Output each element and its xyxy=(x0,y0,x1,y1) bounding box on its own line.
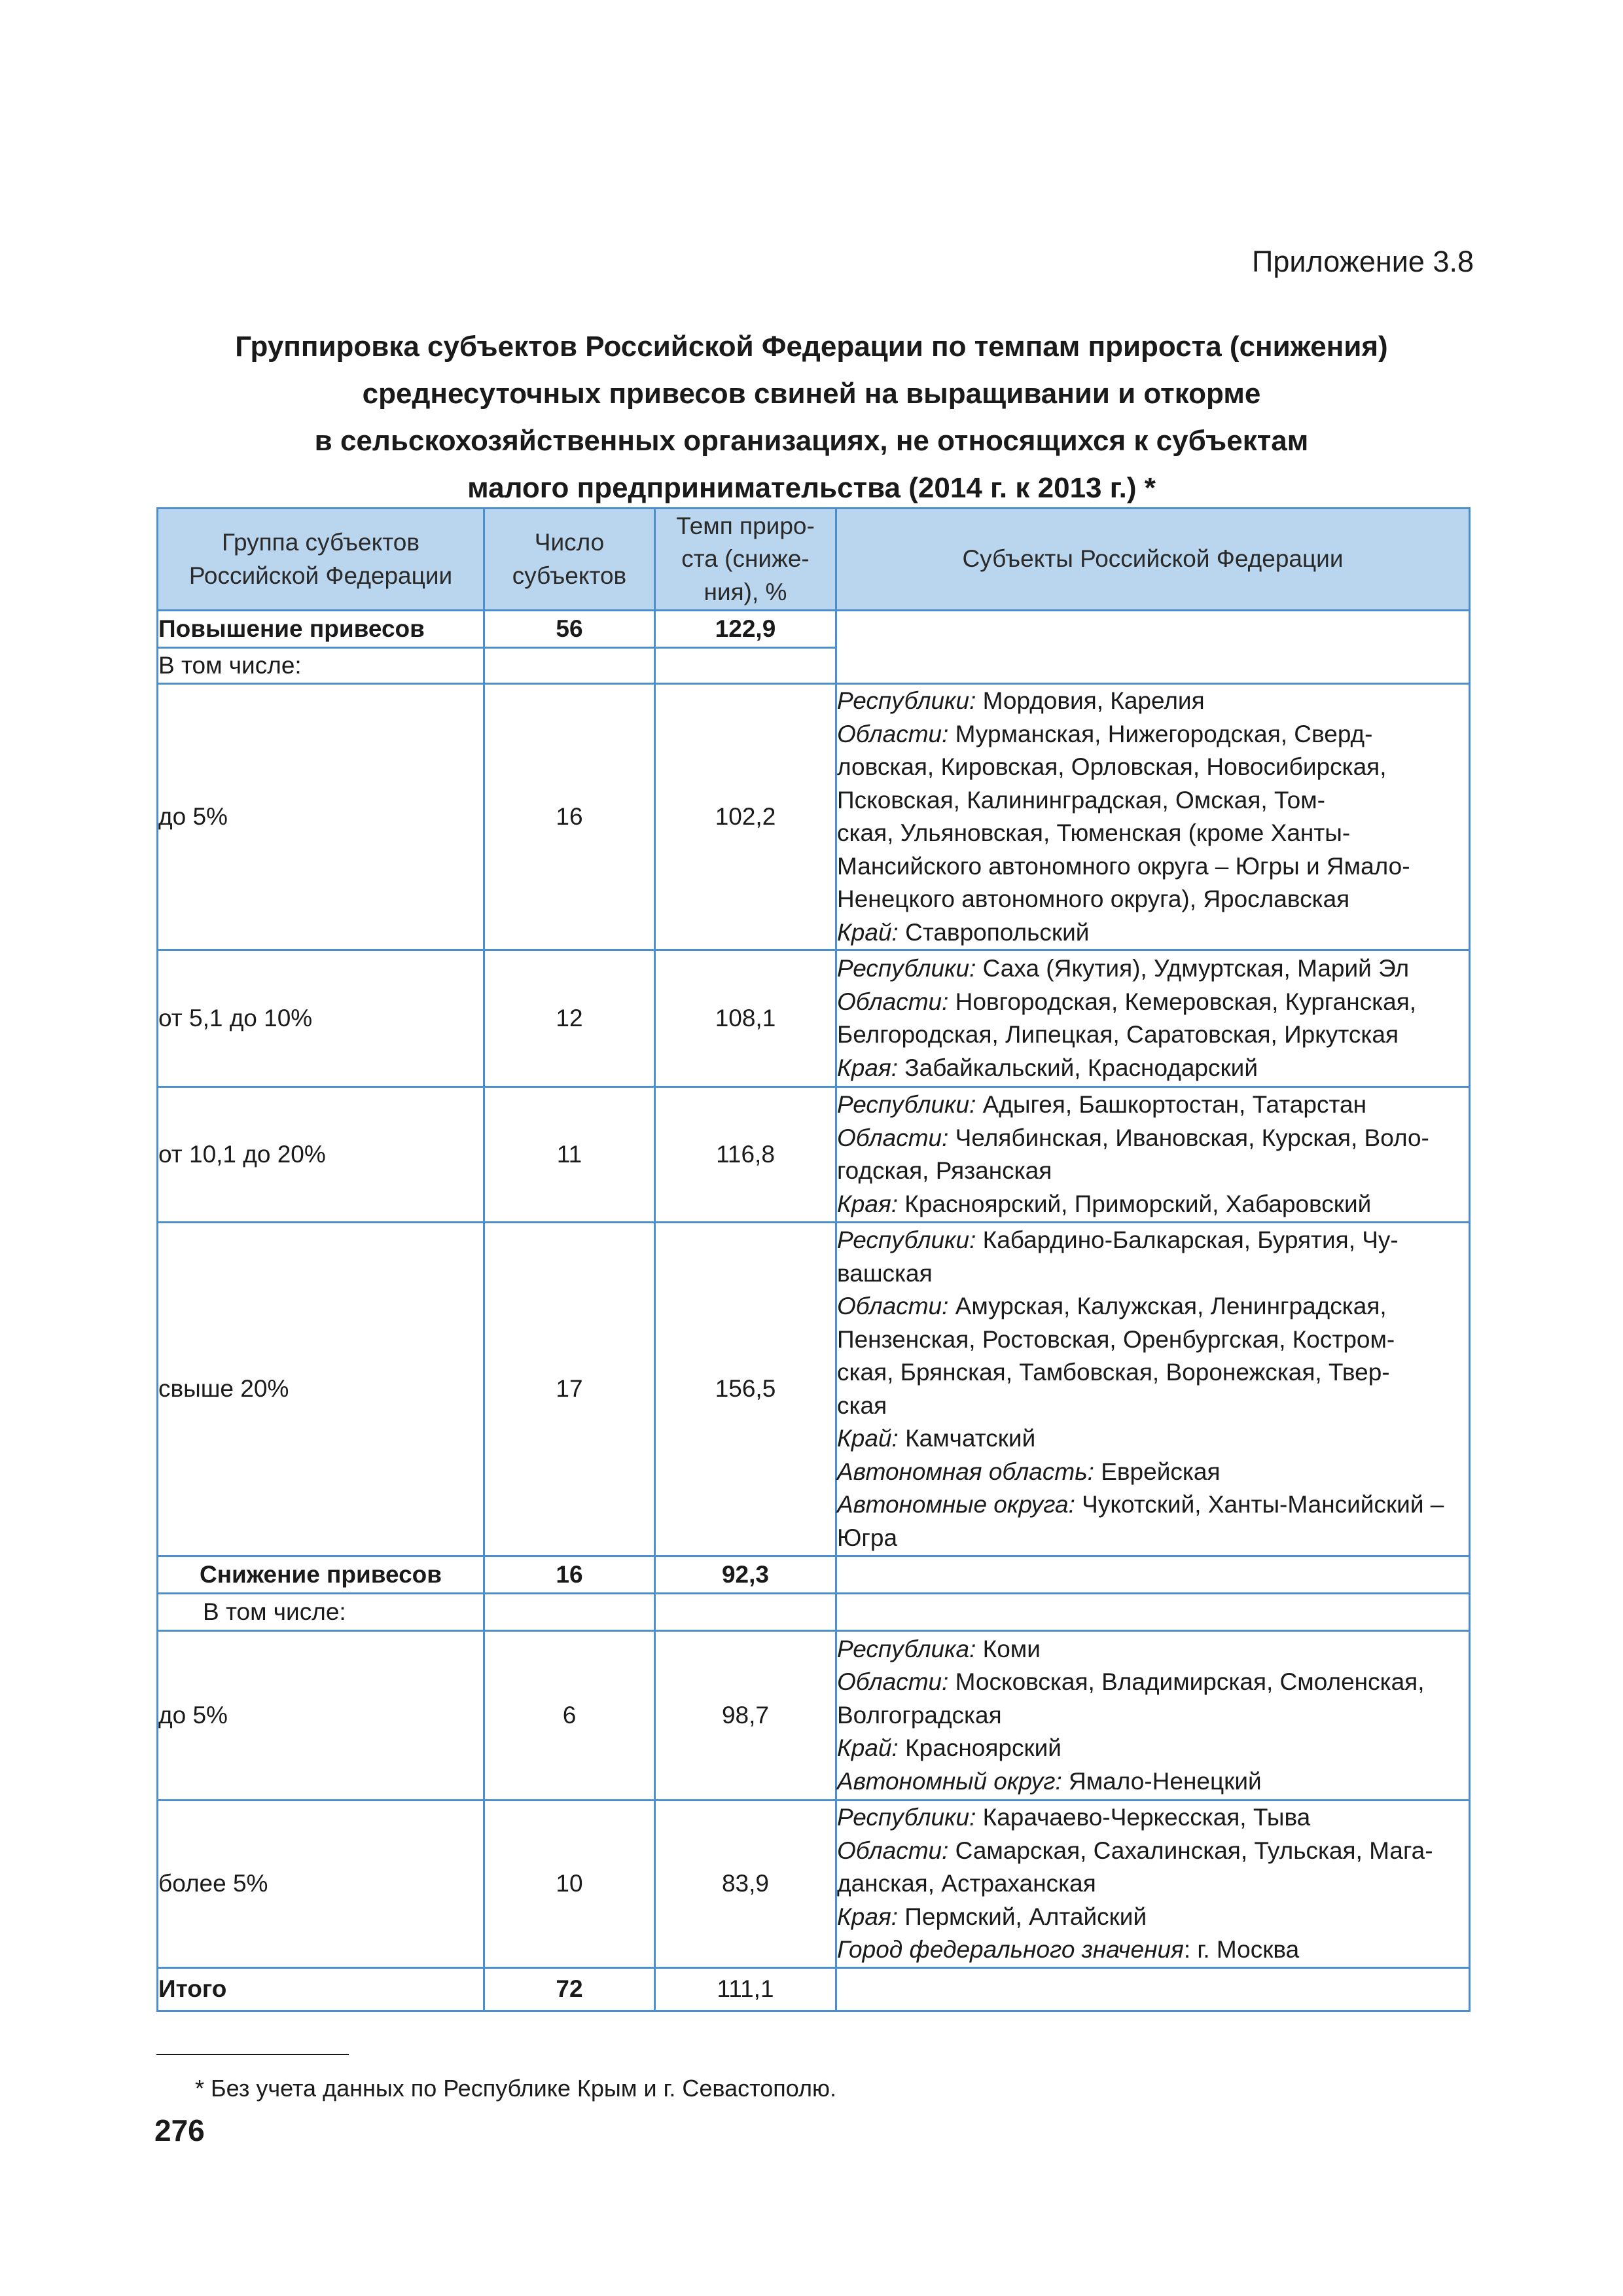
rate-value: 83,9 xyxy=(655,1801,836,1968)
subjects-line: Области: Мурманская, Нижегородская, Сверд- xyxy=(837,720,1373,747)
subjects-line: ская, Ульяновская, Тюменская (кроме Ханты- xyxy=(837,819,1351,846)
subjects-line: Автономный округ: Ямало-Ненецкий xyxy=(837,1767,1262,1795)
decrease-count: 16 xyxy=(484,1556,655,1594)
empty-cell xyxy=(836,611,1470,684)
subjects-list xyxy=(836,1223,1470,1556)
subjects-line: Области: Новгородская, Кемеровская, Курганская, xyxy=(837,988,1417,1015)
table-title xyxy=(154,323,1469,512)
group-name: свыше 20% xyxy=(158,1223,484,1556)
empty-cell xyxy=(836,1594,1470,1631)
including-label: В том числе: xyxy=(158,1594,484,1631)
subjects-line: Псковская, Калининградская, Омская, Том- xyxy=(837,786,1325,814)
summary-row-increase xyxy=(158,611,1470,648)
rate-value: 98,7 xyxy=(655,1631,836,1801)
subjects-line: данская, Астраханская xyxy=(837,1870,1096,1897)
subjects-line: ловская, Кировская, Орловская, Новосибирская, xyxy=(837,753,1387,780)
header-row xyxy=(158,509,1470,611)
group-name: до 5% xyxy=(158,1631,484,1801)
empty-cell xyxy=(836,1556,1470,1594)
subjects-line: Город федерального значения: г. Москва xyxy=(837,1936,1300,1964)
group-name: до 5% xyxy=(158,684,484,950)
header-rate: Темп приро- ста (сниже- ния), % xyxy=(655,509,836,611)
subjects-line: Автономная область: Еврейская xyxy=(837,1458,1221,1485)
table-row xyxy=(158,1087,1470,1223)
including-label: В том числе: xyxy=(158,648,484,684)
table-row xyxy=(158,684,1470,950)
subjects-list xyxy=(836,1801,1470,1968)
subjects-line: Области: Московская, Владимирская, Смоленская, xyxy=(837,1668,1425,1696)
subjects-line: Республики: Саха (Якутия), Удмуртская, Марий Эл xyxy=(837,955,1410,982)
subjects-line: Республика: Коми xyxy=(837,1635,1041,1662)
group-name: более 5% xyxy=(158,1801,484,1968)
empty-cell xyxy=(484,1594,655,1631)
rate-value: 108,1 xyxy=(655,950,836,1087)
subjects-line: Республики: Мордовия, Карелия xyxy=(837,687,1205,714)
header-subjects: Субъекты Российской Федерации xyxy=(836,509,1470,611)
subjects-list xyxy=(836,684,1470,950)
subject-count: 16 xyxy=(484,684,655,950)
title-line: среднесуточных привесов свиней на выращивании и откорме xyxy=(362,378,1261,410)
total-rate: 111,1 xyxy=(655,1968,836,2011)
subjects-line: Мансийского автономного округа – Югры и Ямало- xyxy=(837,852,1410,880)
subject-count: 6 xyxy=(484,1631,655,1801)
subjects-line: Пензенская, Ростовская, Оренбургская, Костром- xyxy=(837,1325,1395,1353)
subjects-line: Автономные округа: Чукотский, Ханты-Мансийский – xyxy=(837,1491,1444,1518)
total-row xyxy=(158,1968,1470,2011)
subjects-list xyxy=(836,1087,1470,1223)
subjects-line: Край: Красноярский xyxy=(837,1734,1061,1762)
header-count: Число субъектов xyxy=(484,509,655,611)
group-name: от 5,1 до 10% xyxy=(158,950,484,1087)
increase-label: Повышение привесов xyxy=(158,611,484,648)
title-line: Группировка субъектов Российской Федерации по темпам прироста (снижения) xyxy=(235,331,1388,363)
empty-cell xyxy=(655,648,836,684)
table-row xyxy=(158,950,1470,1087)
subjects-line: ская xyxy=(837,1391,887,1419)
total-count: 72 xyxy=(484,1968,655,2011)
subjects-line: Области: Челябинская, Ивановская, Курская, Воло- xyxy=(837,1124,1429,1151)
table-row xyxy=(158,1801,1470,1968)
subject-count: 11 xyxy=(484,1087,655,1223)
subjects-line: Республики: Карачаево-Черкесская, Тыва xyxy=(837,1804,1311,1831)
subjects-line: Ненецкого автономного округа), Ярославская xyxy=(837,886,1350,912)
footnote: * Без учета данных по Республике Крым и г. Севастополю. xyxy=(195,2075,836,2102)
subjects-line: Край: Ставропольский xyxy=(837,918,1090,946)
subjects-list xyxy=(836,950,1470,1087)
subjects-line: ская, Брянская, Тамбовская, Воронежская, Твер- xyxy=(837,1359,1390,1386)
empty-cell xyxy=(655,1594,836,1631)
subject-count: 12 xyxy=(484,950,655,1087)
title-line: малого предпринимательства (2014 г. к 2013 г.) * xyxy=(467,472,1156,504)
subjects-line: Край: Камчатский xyxy=(837,1425,1036,1452)
table-row xyxy=(158,1223,1470,1556)
subjects-line: Белгородская, Липецкая, Саратовская, Иркутская xyxy=(837,1021,1399,1048)
subjects-line: Края: Забайкальский, Краснодарский xyxy=(837,1054,1258,1081)
subjects-line: Края: Пермский, Алтайский xyxy=(837,1903,1147,1930)
decrease-rate: 92,3 xyxy=(655,1556,836,1594)
appendix-label: Приложение 3.8 xyxy=(1252,245,1474,278)
subjects-line: годская, Рязанская xyxy=(837,1157,1052,1184)
subject-count: 17 xyxy=(484,1223,655,1556)
subjects-line: Области: Амурская, Калужская, Ленинградская, xyxy=(837,1293,1387,1319)
total-label: Итого xyxy=(158,1968,484,2011)
empty-cell xyxy=(484,648,655,684)
subjects-list xyxy=(836,1631,1470,1801)
increase-rate: 122,9 xyxy=(655,611,836,648)
subjects-line: Волгоградская xyxy=(837,1701,1002,1729)
grouping-table xyxy=(156,507,1471,2012)
empty-cell xyxy=(836,1968,1470,2011)
subjects-line: Югра xyxy=(837,1524,898,1551)
subjects-line: Республики: Кабардино-Балкарская, Бурятия, Чу- xyxy=(837,1227,1399,1253)
increase-count: 56 xyxy=(484,611,655,648)
group-name: от 10,1 до 20% xyxy=(158,1087,484,1223)
rate-value: 102,2 xyxy=(655,684,836,950)
incl-row xyxy=(158,1594,1470,1631)
table-row xyxy=(158,1631,1470,1801)
rate-value: 156,5 xyxy=(655,1223,836,1556)
subjects-line: Края: Красноярский, Приморский, Хабаровский xyxy=(837,1190,1372,1217)
subjects-line: Области: Самарская, Сахалинская, Тульская, Мага- xyxy=(837,1837,1433,1864)
subjects-line: Республики: Адыгея, Башкортостан, Татарстан xyxy=(837,1091,1366,1118)
footnote-divider xyxy=(156,2054,349,2055)
subjects-line: вашская xyxy=(837,1259,933,1287)
decrease-label: Снижение привесов xyxy=(158,1556,484,1594)
summary-row-decrease xyxy=(158,1556,1470,1594)
subject-count: 10 xyxy=(484,1801,655,1968)
header-group: Группа субъектов Российской Федерации xyxy=(158,509,484,611)
page-number: 276 xyxy=(154,2113,205,2147)
title-line: в сельскохозяйственных организациях, не относящихся к субъектам xyxy=(314,425,1309,457)
rate-value: 116,8 xyxy=(655,1087,836,1223)
